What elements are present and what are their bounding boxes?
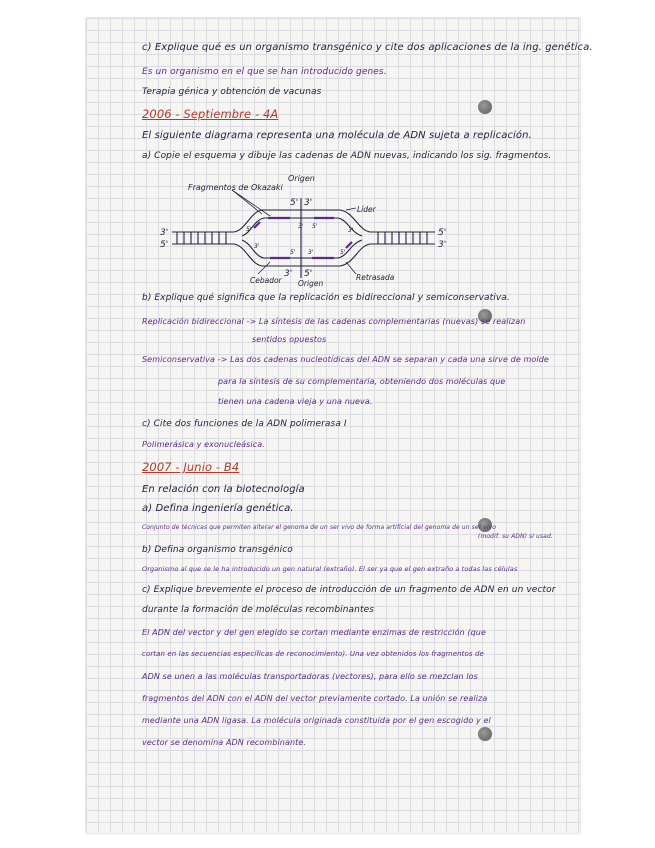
strand-end: 5' — [246, 226, 252, 233]
answer-line: Organismo al que se le ha introducido un gen natural (extraño). El ser ya que el gen extraño a todas las células — [142, 565, 518, 573]
question-c-transgenic: c) Explique qué es un organismo transgénico y cite dos aplicaciones de la ing. genética. — [142, 42, 593, 53]
question-b: b) Defina organismo transgénico — [142, 545, 293, 555]
statement-line: El siguiente diagrama representa una molécula de ADN sujeta a replicación. — [142, 130, 532, 141]
answer-line: Polimerásica y exonucleásica. — [142, 440, 265, 449]
diagram-label-primer: Cebador — [250, 276, 282, 285]
strand-end: 3' — [298, 223, 304, 230]
answer-line: tienen una cadena vieja y una nueva. — [218, 397, 373, 406]
strand-end: 3' — [254, 243, 260, 250]
answer-line: Es un organismo en el que se han introducido genes. — [142, 67, 387, 77]
strand-end: 3' — [348, 227, 354, 234]
strand-end: 5' — [160, 240, 169, 250]
binder-hole — [478, 727, 492, 741]
strand-end: 5' — [438, 228, 447, 238]
section-heading-2006: 2006 - Septiembre - 4A — [142, 107, 279, 121]
answer-line: mediante una ADN ligasa. La molécula originada constituida por el gen escogido y el — [142, 716, 491, 725]
section-heading-2007: 2007 - Junio - B4 — [142, 460, 240, 474]
question-c: c) Explique brevemente el proceso de introducción de un fragmento de ADN en un vector — [142, 585, 556, 595]
strand-end: 5' — [340, 249, 346, 256]
question-c: c) Cite dos funciones de la ADN polimerasa I — [142, 419, 347, 429]
answer-line: sentidos opuestos — [252, 335, 327, 344]
diagram-label-lagging: Retrasada — [356, 273, 395, 282]
strand-end: 3' — [308, 249, 314, 256]
question-a: a) Defina ingeniería genética. — [142, 503, 294, 514]
strand-end: 5' — [290, 249, 296, 256]
strand-end: 3' — [438, 240, 447, 250]
binder-hole — [478, 100, 492, 114]
diagram-label-leading: Líder — [357, 205, 376, 214]
diagram-label-origin: Origen — [288, 174, 315, 183]
question-a: a) Copie el esquema y dibuje las cadenas de ADN nuevas, indicando los sig. fragmentos. — [142, 151, 552, 161]
answer-line: Replicación bidireccional -> La síntesis de las cadenas complementarias (nuevas) se realizan — [142, 317, 526, 326]
answer-line: Terapia génica y obtención de vacunas — [142, 87, 322, 97]
strand-end: 3' — [160, 228, 169, 238]
answer-line: Semiconservativa -> Las dos cadenas nucleotídicas del ADN se separan y cada una sirve de molde — [142, 355, 549, 364]
diagram-label-origin-bottom: Origen — [298, 279, 324, 288]
statement-line: En relación con la biotecnología — [142, 484, 305, 495]
answer-line: para la síntesis de su complementaria, obteniendo dos moléculas que — [218, 377, 506, 386]
dna-replication-diagram — [150, 168, 480, 288]
answer-line: El ADN del vector y del gen elegido se cortan mediante enzimas de restricción (que — [142, 628, 486, 637]
answer-line: cortan en las secuencias específicas de reconocimiento). Una vez obtenidos los fragmentos de — [142, 650, 484, 658]
strand-end: 3' — [304, 198, 313, 208]
answer-line: vector se denomina ADN recombinante. — [142, 738, 307, 747]
strand-end: 5' — [312, 223, 318, 230]
question-b: b) Explique qué significa que la replicación es bidireccional y semiconservativa. — [142, 293, 510, 303]
strand-end: 3' — [284, 269, 293, 279]
answer-line: ADN se unen a las moléculas transportadoras (vectores), para ello se mezclan los — [142, 672, 478, 681]
answer-line: Conjunto de técnicas que permiten alterar el genoma de un ser vivo de forma artificial del genoma de un ser vivo — [142, 524, 497, 531]
answer-line: (modif. su ADN) si usad. — [478, 533, 553, 540]
diagram-label-okazaki: Fragmentos de Okazaki — [188, 183, 283, 192]
question-c-cont: durante la formación de moléculas recombinantes — [142, 605, 375, 615]
answer-line: fragmentos del ADN con el ADN del vector previamente cortado. La unión se realiza — [142, 694, 488, 703]
strand-end: 5' — [290, 198, 299, 208]
strand-end: 5' — [304, 269, 313, 279]
